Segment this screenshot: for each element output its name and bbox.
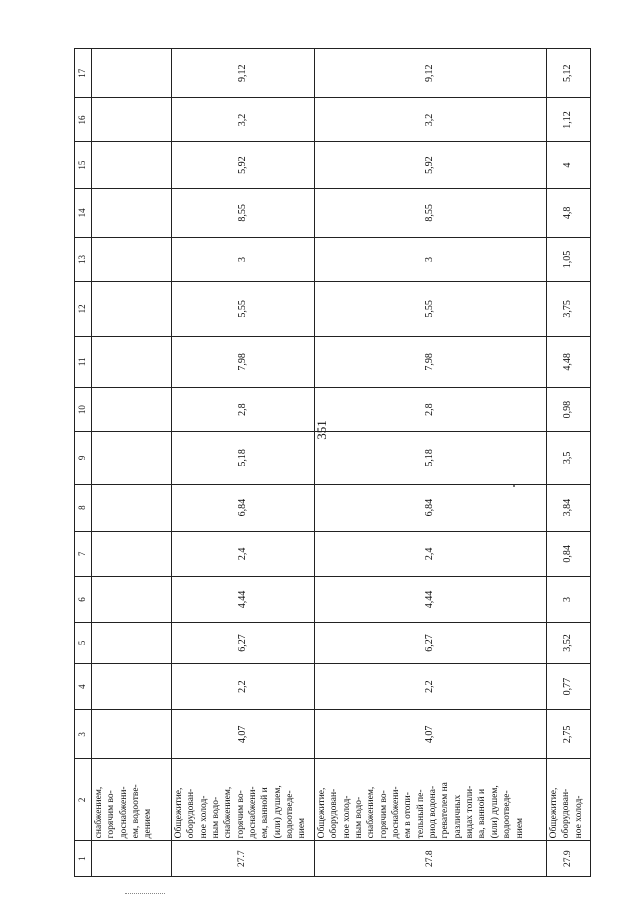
row-id-cell: 27.8	[315, 841, 547, 877]
header-cell: 3	[75, 710, 92, 759]
value-cell: 4,07	[172, 710, 315, 759]
value-cell	[92, 49, 172, 98]
value-cell	[92, 710, 172, 759]
value-cell: 2,4	[315, 531, 547, 576]
value-cell: 6,84	[172, 484, 315, 531]
value-cell: 6,27	[315, 623, 547, 664]
value-cell: 4,8	[547, 188, 591, 237]
value-cell: 4,44	[172, 576, 315, 622]
header-cell: 6	[75, 576, 92, 622]
value-cell: 2,2	[172, 664, 315, 710]
value-cell: 3	[172, 237, 315, 281]
value-cell	[92, 237, 172, 281]
value-cell: 1,05	[547, 237, 591, 281]
value-cell	[92, 432, 172, 484]
value-cell: 5,12	[547, 49, 591, 98]
value-cell	[92, 388, 172, 432]
header-cell: 11	[75, 336, 92, 387]
value-cell: 9,12	[315, 49, 547, 98]
header-cell: 1	[75, 841, 92, 877]
value-cell: 4,07	[315, 710, 547, 759]
value-cell: 3,2	[172, 98, 315, 142]
header-cell: 13	[75, 237, 92, 281]
row-description-cell: Общежитие, оборудован- ное холод- ным водо- снабжением, горячим во- доснабжени- ем, ванной и (или) душем, водоотведе- нием	[172, 759, 315, 841]
value-cell: 2,2	[315, 664, 547, 710]
value-cell: 2,75	[547, 710, 591, 759]
data-table	[74, 48, 591, 877]
header-row	[75, 49, 92, 877]
value-cell: 4,48	[547, 336, 591, 387]
value-cell: 3,75	[547, 282, 591, 337]
value-cell	[92, 664, 172, 710]
data-table-rotated	[74, 48, 584, 877]
header-cell: 14	[75, 188, 92, 237]
value-cell: 3,2	[315, 98, 547, 142]
header-cell: 4	[75, 664, 92, 710]
row-id-cell	[92, 841, 172, 877]
table-row	[315, 49, 547, 877]
value-cell	[92, 188, 172, 237]
header-cell: 9	[75, 432, 92, 484]
value-cell: 3,5	[547, 432, 591, 484]
value-cell: 3,52	[547, 623, 591, 664]
value-cell: 8,55	[172, 188, 315, 237]
value-cell: 5,92	[172, 142, 315, 188]
value-cell	[92, 98, 172, 142]
header-cell: 15	[75, 142, 92, 188]
value-cell: 3,84	[547, 484, 591, 531]
header-cell: 2	[75, 759, 92, 841]
value-cell: 2,8	[172, 388, 315, 432]
row-description-cell: Общежитие, оборудован- ное холод-	[547, 759, 591, 841]
value-cell: 5,18	[172, 432, 315, 484]
header-cell: 10	[75, 388, 92, 432]
value-cell	[92, 336, 172, 387]
table-row	[547, 49, 591, 877]
value-cell	[92, 484, 172, 531]
value-cell: 5,92	[315, 142, 547, 188]
value-cell: 0,84	[547, 531, 591, 576]
header-cell: 16	[75, 98, 92, 142]
value-cell: 9,12	[172, 49, 315, 98]
value-cell: 2,4	[172, 531, 315, 576]
value-cell: 4,44	[315, 576, 547, 622]
page-number: 351	[314, 420, 329, 440]
value-cell	[92, 282, 172, 337]
value-cell: 4	[547, 142, 591, 188]
value-cell	[92, 142, 172, 188]
header-cell: 5	[75, 623, 92, 664]
value-cell: 6,27	[172, 623, 315, 664]
row-description-cell: Общежитие, оборудован- ное холод- ным водо- снабжением, горячим во- доснабжени- ем в отопи- тельный пе- риод водона- гревателем на различных видах топли- ва, ванной и (или) душем, водоотведе- нием	[315, 759, 547, 841]
value-cell: 5,18	[315, 432, 547, 484]
value-cell: 1,12	[547, 98, 591, 142]
value-cell: 5,55	[172, 282, 315, 337]
value-cell: 0,98	[547, 388, 591, 432]
header-cell: 8	[75, 484, 92, 531]
header-cell: 17	[75, 49, 92, 98]
row-id-cell: 27.7	[172, 841, 315, 877]
value-cell: 0,77	[547, 664, 591, 710]
table-row	[172, 49, 315, 877]
header-cell: 7	[75, 531, 92, 576]
value-cell: 2,8	[315, 388, 547, 432]
value-cell: 5,55	[315, 282, 547, 337]
table-row	[92, 49, 172, 877]
header-cell: 12	[75, 282, 92, 337]
value-cell: 8,55	[315, 188, 547, 237]
value-cell	[92, 576, 172, 622]
value-cell: 3	[547, 576, 591, 622]
scan-speck	[513, 485, 515, 487]
value-cell: 3	[315, 237, 547, 281]
row-description-cell: снабжением, горячим во- доснабжени- ем, водоотве- дением	[92, 759, 172, 841]
value-cell: 7,98	[315, 336, 547, 387]
value-cell: 6,84	[315, 484, 547, 531]
value-cell: 7,98	[172, 336, 315, 387]
value-cell	[92, 531, 172, 576]
row-id-cell: 27.9	[547, 841, 591, 877]
scan-artifact	[125, 893, 165, 896]
value-cell	[92, 623, 172, 664]
